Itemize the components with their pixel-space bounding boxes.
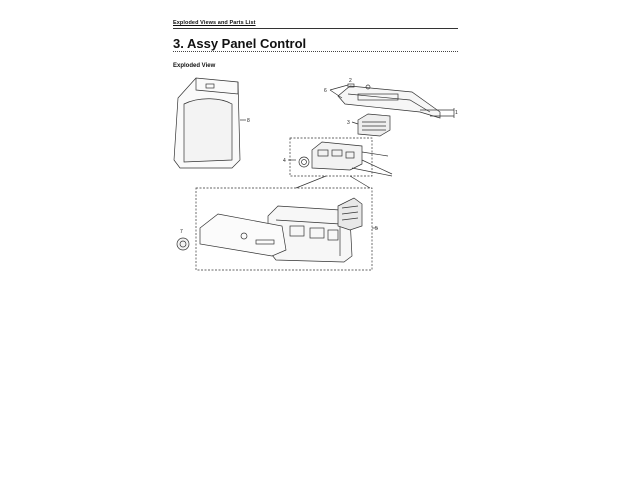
callout-2: 2 <box>349 78 352 84</box>
callout-1: 1 <box>455 110 458 116</box>
callout-8: 8 <box>247 118 250 124</box>
callout-4: 4 <box>283 158 286 164</box>
control-cover-part <box>338 84 440 118</box>
page-subtitle: Exploded View <box>173 63 216 69</box>
callout-6: 6 <box>324 88 327 94</box>
section-header: Exploded Views and Parts List <box>173 20 256 26</box>
lid-panel-part <box>174 78 240 168</box>
callout-3: 3 <box>347 120 350 126</box>
pcb-part <box>358 114 390 136</box>
callout-5: 5 <box>375 226 378 232</box>
display-module-part <box>299 142 362 170</box>
page-title: 3. Assy Panel Control <box>173 36 307 51</box>
callout-7: 7 <box>180 229 183 235</box>
knob-part <box>177 238 189 250</box>
